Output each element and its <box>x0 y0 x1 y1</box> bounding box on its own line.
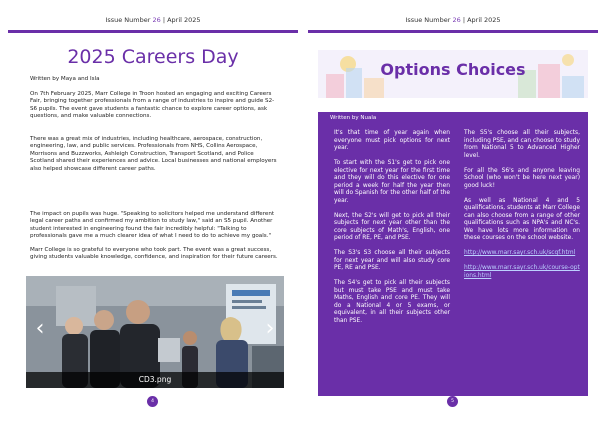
page-number: 4 <box>147 396 158 407</box>
paragraph: The S5's choose all their subjects, including PSE, and can choose to study from National 5 to Advanced Higher level. <box>464 130 580 159</box>
paragraph: Next, the S2's will get to pick all their subjects for next year other than the core subjects of Math's, English, one period of RE, PE, and PSE. <box>334 212 450 241</box>
paragraph: On 7th February 2025, Marr College in Troon hosted an engaging and exciting Careers Fair, bringing together professionals from a range of industries to inspire and guide S2-S6 pupils. The event gave students a fantastic chance to explore career options, ask questions, and make valuable connections. <box>30 91 275 120</box>
next-arrow-icon[interactable]: › <box>265 316 275 341</box>
scqf-link[interactable]: http://www.marr.sayr.sch.uk/scqf.html <box>464 250 576 256</box>
header-rule <box>8 30 298 33</box>
left-page <box>8 0 298 424</box>
paragraph: For all the S6's and anyone leaving School (who won't be here next year) good luck! <box>464 167 580 189</box>
article-title: Options Choices <box>380 60 526 79</box>
photo-caption: CD3.png <box>26 372 284 388</box>
paragraph: The impact on pupils was huge. "Speaking to solicitors helped me understand different legal career paths and confirmed my ambition to study law," said an S5 pupil. Another student interested in engineering found the fair incredibly helpful: "Talking to professionals gave me a much clearer idea of what I need to do to achieve my goals." <box>30 211 275 240</box>
options-panel <box>318 112 588 396</box>
right-page <box>308 0 598 424</box>
text-column-1 <box>334 130 450 333</box>
byline: Written by Nuala <box>330 115 377 121</box>
issue-prefix: Issue Number <box>405 16 453 24</box>
issue-header <box>308 16 598 24</box>
paragraph: To start with the S1's get to pick one elective for next year for the first time and they will do this elective for one period a week for half the year then will do Spanish for the other half of the year. <box>334 160 450 204</box>
paragraph: As well as National 4 and 5 qualifications, students at Marr College can also choose from a range of other qualifications such as NPA's and NC's. We have lots more information on these courses on the school website. <box>464 197 580 241</box>
issue-date: | April 2025 <box>160 16 201 24</box>
issue-number: 26 <box>152 16 161 24</box>
previous-arrow-icon[interactable]: ‹ <box>35 316 45 341</box>
photo-carousel[interactable] <box>26 276 284 388</box>
paragraph: The S4's get to pick all their subjects but must take PSE and must take Maths, English and core PE. They will do a National 4 or 5 exams, or equivalent, in all their subjects other than PSE. <box>334 280 450 324</box>
issue-header <box>8 16 298 24</box>
header-rule <box>308 30 598 33</box>
issue-number: 26 <box>452 16 461 24</box>
paragraph: Marr College is so grateful to everyone who took part. The event was a great success, giving students valuable knowledge, confidence, and inspiration for their future careers. <box>30 247 278 261</box>
course-options-link[interactable]: http://www.marr.sayr.sch.uk/course-options.html <box>464 265 580 279</box>
text-column-2 <box>464 130 580 288</box>
paragraph: There was a great mix of industries, including healthcare, aerospace, construction, engineering, law, and public services. Professionals from NHS, Collins Aerospace, Morrisons and Buzzworks, Ashleigh Construction, Transport Scotland, and Police Scotland shared their experiences and advice. Local businesses and national employers also helped showcase different career paths. <box>30 136 277 172</box>
issue-date: | April 2025 <box>460 16 501 24</box>
byline: Written by Maya and Isla <box>30 76 100 82</box>
article-title: 2025 Careers Day <box>67 46 239 68</box>
issue-prefix: Issue Number <box>105 16 153 24</box>
page-number: 5 <box>447 396 458 407</box>
paragraph: It's that time of year again when everyone must pick options for next year. <box>334 130 450 151</box>
paragraph: The S3's S3 choose all their subjects for next year and will also study core PE, RE and PSE. <box>334 250 450 271</box>
